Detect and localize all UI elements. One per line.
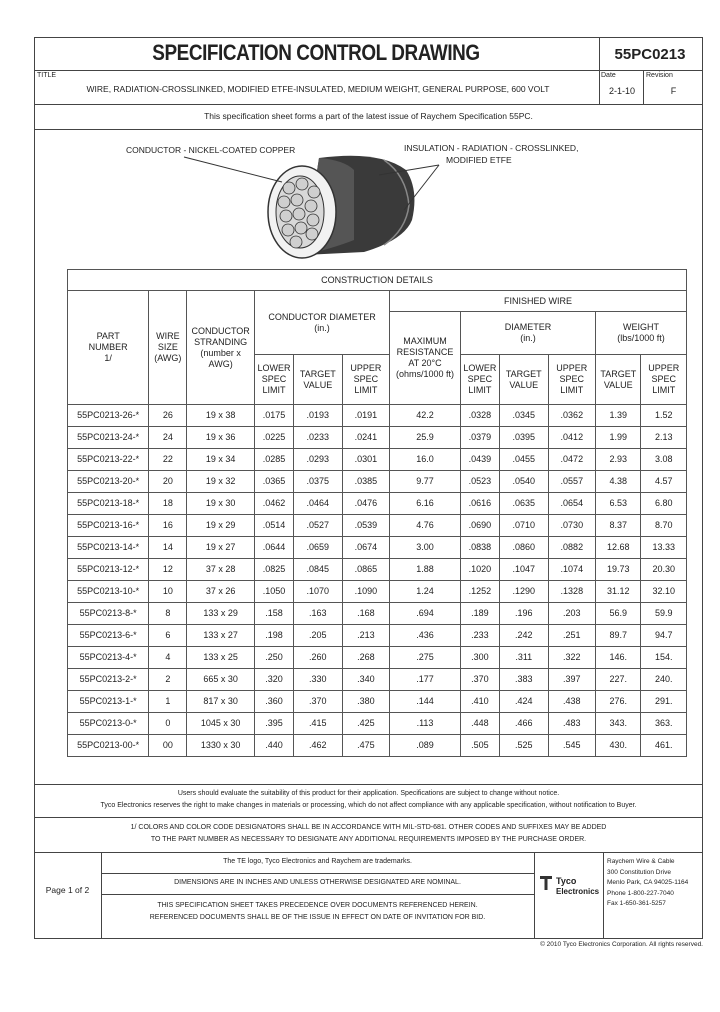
cell-d-upper: .0362 (548, 405, 596, 427)
cell-part-number: 55PC0213-1-* (68, 691, 149, 713)
cell-wire-size: 8 (149, 603, 187, 625)
col-stranding: CONDUCTOR STRANDING (number x AWG) (187, 291, 255, 405)
cell-cd-upper: .0301 (342, 449, 390, 471)
cell-w-target: 89.7 (596, 625, 641, 647)
logo-line-1: Tyco (556, 876, 577, 886)
cell-wire-size: 0 (149, 713, 187, 735)
cell-d-lower: .0523 (460, 471, 499, 493)
address-line: 300 Constitution Drive (607, 868, 671, 876)
table-body (68, 405, 687, 757)
cell-w-target: 8.37 (596, 515, 641, 537)
cell-cd-target: .0845 (294, 559, 343, 581)
cell-wire-size: 10 (149, 581, 187, 603)
col-max-resistance: MAXIMUM RESISTANCE AT 20°C (ohms/1000 ft) (390, 312, 461, 405)
cell-part-number: 55PC0213-4-* (68, 647, 149, 669)
cell-w-target: 1.99 (596, 427, 641, 449)
cell-max-resistance: .089 (390, 735, 461, 757)
cell-d-lower: .370 (460, 669, 499, 691)
cell-max-resistance: 25.9 (390, 427, 461, 449)
cell-cd-target: .330 (294, 669, 343, 691)
col-finished-wire: FINISHED WIRE (390, 291, 687, 312)
cell-w-target: 343. (596, 713, 641, 735)
cell-d-upper: .203 (548, 603, 596, 625)
cell-d-lower: .0328 (460, 405, 499, 427)
rule-description-bottom (34, 104, 703, 105)
cell-part-number: 55PC0213-12-* (68, 559, 149, 581)
tyco-mark-icon (540, 876, 552, 890)
cell-d-upper: .397 (548, 669, 596, 691)
cell-stranding: 19 x 29 (187, 515, 255, 537)
date-label: Date (601, 72, 616, 79)
cell-cd-upper: .168 (342, 603, 390, 625)
cell-cd-target: .0233 (294, 427, 343, 449)
table-row (68, 405, 687, 427)
cell-wire-size: 1 (149, 691, 187, 713)
cell-d-target: .1290 (499, 581, 548, 603)
cell-w-upper: 20.30 (641, 559, 687, 581)
cell-stranding: 19 x 30 (187, 493, 255, 515)
cell-cd-lower: .0825 (254, 559, 293, 581)
cell-cd-upper: .0865 (342, 559, 390, 581)
cell-cd-upper: .0476 (342, 493, 390, 515)
cell-d-target: .525 (499, 735, 548, 757)
document-title: SPECIFICATION CONTROL DRAWING (152, 40, 480, 65)
cell-cd-lower: .360 (254, 691, 293, 713)
cell-d-upper: .0557 (548, 471, 596, 493)
cell-w-target: 6.53 (596, 493, 641, 515)
col-d-lower: LOWER SPEC LIMIT (460, 355, 499, 405)
cell-d-target: .383 (499, 669, 548, 691)
cell-cd-lower: .0175 (254, 405, 293, 427)
cell-w-upper: 363. (641, 713, 687, 735)
cell-part-number: 55PC0213-00-* (68, 735, 149, 757)
address-line: Raychem Wire & Cable (607, 858, 675, 865)
cell-cd-upper: .0241 (342, 427, 390, 449)
col-part-number: PART NUMBER 1/ (68, 291, 149, 405)
conductor-label: CONDUCTOR - NICKEL-COATED COPPER (126, 145, 296, 155)
dimensions-note: DIMENSIONS ARE IN INCHES AND UNLESS OTHERWISE DESIGNATED ARE NOMINAL. (174, 879, 461, 886)
cell-part-number: 55PC0213-22-* (68, 449, 149, 471)
copyright: © 2010 Tyco Electronics Corporation. All rights reserved. (540, 941, 703, 948)
cell-cd-lower: .395 (254, 713, 293, 735)
table-row (68, 691, 687, 713)
cell-cd-upper: .425 (342, 713, 390, 735)
cell-stranding: 1330 x 30 (187, 735, 255, 757)
col-cd-upper: UPPER SPEC LIMIT (342, 355, 390, 405)
cell-max-resistance: .113 (390, 713, 461, 735)
cell-d-upper: .0412 (548, 427, 596, 449)
cell-w-upper: 291. (641, 691, 687, 713)
table-row (68, 735, 687, 757)
cell-d-target: .466 (499, 713, 548, 735)
cell-cd-upper: .0539 (342, 515, 390, 537)
cell-w-upper: 4.57 (641, 471, 687, 493)
table-row (68, 581, 687, 603)
cell-part-number: 55PC0213-6-* (68, 625, 149, 647)
revision-value: F (670, 86, 677, 96)
cell-wire-size: 26 (149, 405, 187, 427)
table-row (68, 515, 687, 537)
cell-w-upper: 8.70 (641, 515, 687, 537)
cell-w-target: 1.39 (596, 405, 641, 427)
footnote-line-1: 1/ COLORS AND COLOR CODE DESIGNATORS SHALL BE IN ACCORDANCE WITH MIL-STD-681. OTHER CODES AND SUFFIXES MAY BE ADDED (130, 824, 607, 831)
col-conductor-diameter: CONDUCTOR DIAMETER (in.) (254, 291, 389, 355)
cell-stranding: 19 x 34 (187, 449, 255, 471)
table-row (68, 559, 687, 581)
cell-part-number: 55PC0213-24-* (68, 427, 149, 449)
rule-footnote-top (34, 817, 703, 818)
cell-cd-target: .0375 (294, 471, 343, 493)
title-label: TITLE (37, 72, 57, 79)
cell-d-upper: .483 (548, 713, 596, 735)
cell-cd-upper: .475 (342, 735, 390, 757)
cell-part-number: 55PC0213-10-* (68, 581, 149, 603)
table-row (68, 537, 687, 559)
cell-d-lower: .233 (460, 625, 499, 647)
cell-d-upper: .251 (548, 625, 596, 647)
cell-d-target: .1047 (499, 559, 548, 581)
cell-stranding: 1045 x 30 (187, 713, 255, 735)
cell-part-number: 55PC0213-14-* (68, 537, 149, 559)
cell-max-resistance: .436 (390, 625, 461, 647)
cell-cd-lower: .0462 (254, 493, 293, 515)
cell-d-lower: .0379 (460, 427, 499, 449)
cell-wire-size: 18 (149, 493, 187, 515)
cell-cd-upper: .0191 (342, 405, 390, 427)
intro-statement: This specification sheet forms a part of the latest issue of Raychem Specification 55PC. (204, 111, 533, 121)
cell-w-upper: 3.08 (641, 449, 687, 471)
cell-stranding: 19 x 27 (187, 537, 255, 559)
cell-cd-upper: .0385 (342, 471, 390, 493)
cell-cd-lower: .440 (254, 735, 293, 757)
table-row (68, 427, 687, 449)
cell-max-resistance: 6.16 (390, 493, 461, 515)
cell-max-resistance: .177 (390, 669, 461, 691)
cell-d-target: .0710 (499, 515, 548, 537)
rule-title-bottom (34, 70, 703, 71)
cell-cd-lower: .250 (254, 647, 293, 669)
cell-w-upper: 13.33 (641, 537, 687, 559)
cell-d-target: .0860 (499, 537, 548, 559)
cell-stranding: 19 x 38 (187, 405, 255, 427)
cell-d-target: .0395 (499, 427, 548, 449)
col-cd-lower: LOWER SPEC LIMIT (254, 355, 293, 405)
cell-w-upper: 2.13 (641, 427, 687, 449)
cell-w-upper: 154. (641, 647, 687, 669)
cell-d-upper: .1074 (548, 559, 596, 581)
cell-cd-target: .205 (294, 625, 343, 647)
cell-d-upper: .0882 (548, 537, 596, 559)
cell-wire-size: 12 (149, 559, 187, 581)
cell-cd-lower: .0644 (254, 537, 293, 559)
cell-d-target: .0635 (499, 493, 548, 515)
cell-d-lower: .0838 (460, 537, 499, 559)
cell-d-target: .242 (499, 625, 548, 647)
cell-max-resistance: .694 (390, 603, 461, 625)
cell-cd-upper: .213 (342, 625, 390, 647)
conductor-leader (184, 157, 282, 182)
cell-wire-size: 20 (149, 471, 187, 493)
cell-wire-size: 16 (149, 515, 187, 537)
construction-table (67, 269, 687, 757)
table-row (68, 449, 687, 471)
cell-w-upper: 240. (641, 669, 687, 691)
col-d-target: TARGET VALUE (499, 355, 548, 405)
cell-max-resistance: .144 (390, 691, 461, 713)
col-cd-target: TARGET VALUE (294, 355, 343, 405)
cell-d-target: .0455 (499, 449, 548, 471)
cell-cd-target: .370 (294, 691, 343, 713)
cell-cd-target: .260 (294, 647, 343, 669)
cell-cd-lower: .0225 (254, 427, 293, 449)
cell-d-target: .311 (499, 647, 548, 669)
cell-d-upper: .1328 (548, 581, 596, 603)
cell-d-lower: .0439 (460, 449, 499, 471)
rule-logo-divider (534, 852, 535, 939)
address-block (607, 857, 688, 910)
col-weight: WEIGHT (lbs/1000 ft) (596, 312, 687, 355)
cell-cd-target: .415 (294, 713, 343, 735)
cell-stranding: 817 x 30 (187, 691, 255, 713)
cell-w-target: 430. (596, 735, 641, 757)
cell-max-resistance: .275 (390, 647, 461, 669)
cell-cd-upper: .0674 (342, 537, 390, 559)
cell-stranding: 19 x 32 (187, 471, 255, 493)
cell-part-number: 55PC0213-2-* (68, 669, 149, 691)
rule-notes-top (34, 784, 703, 785)
cell-cd-upper: .268 (342, 647, 390, 669)
address-line: Phone 1-800-227-7040 (607, 889, 674, 897)
cell-stranding: 37 x 28 (187, 559, 255, 581)
cell-max-resistance: 16.0 (390, 449, 461, 471)
cell-cd-target: .1070 (294, 581, 343, 603)
document-number: 55PC0213 (614, 46, 686, 63)
cell-d-upper: .545 (548, 735, 596, 757)
cell-w-upper: 32.10 (641, 581, 687, 603)
cell-d-lower: .300 (460, 647, 499, 669)
table-row (68, 669, 687, 691)
cell-cd-target: .0193 (294, 405, 343, 427)
cell-w-target: 276. (596, 691, 641, 713)
cell-w-upper: 59.9 (641, 603, 687, 625)
cell-part-number: 55PC0213-8-* (68, 603, 149, 625)
cell-d-target: .196 (499, 603, 548, 625)
address-line: Fax 1-650-361-5257 (607, 900, 666, 907)
cell-wire-size: 14 (149, 537, 187, 559)
cell-stranding: 37 x 26 (187, 581, 255, 603)
cell-w-upper: 1.52 (641, 405, 687, 427)
cell-d-lower: .448 (460, 713, 499, 735)
logo-line-2: Electronics (556, 887, 600, 896)
cell-part-number: 55PC0213-0-* (68, 713, 149, 735)
col-wire-size: WIRE SIZE (AWG) (149, 291, 187, 405)
table-row (68, 603, 687, 625)
cell-d-upper: .0472 (548, 449, 596, 471)
cell-w-target: 227. (596, 669, 641, 691)
address-line: Menlo Park, CA 94025-1164 (607, 879, 689, 886)
cell-max-resistance: 4.76 (390, 515, 461, 537)
cell-max-resistance: 9.77 (390, 471, 461, 493)
cell-wire-size: 22 (149, 449, 187, 471)
col-w-upper: UPPER SPEC LIMIT (641, 355, 687, 405)
cell-max-resistance: 1.24 (390, 581, 461, 603)
table-title: CONSTRUCTION DETAILS (68, 270, 687, 291)
footnote-line-2: TO THE PART NUMBER AS NECESSARY TO DESIGNATE ANY ADDITIONAL REQUIREMENTS IMPOSED BY THE PURCHASE ORDER. (150, 836, 587, 843)
rule-footer-row2 (101, 894, 534, 895)
cell-cd-upper: .380 (342, 691, 390, 713)
cell-stranding: 665 x 30 (187, 669, 255, 691)
cell-w-upper: 6.80 (641, 493, 687, 515)
cell-wire-size: 6 (149, 625, 187, 647)
cell-part-number: 55PC0213-26-* (68, 405, 149, 427)
cell-cd-target: .0527 (294, 515, 343, 537)
cell-d-upper: .438 (548, 691, 596, 713)
cell-w-target: 2.93 (596, 449, 641, 471)
cell-cd-lower: .0514 (254, 515, 293, 537)
cell-d-target: .424 (499, 691, 548, 713)
cell-cd-lower: .0365 (254, 471, 293, 493)
cell-wire-size: 4 (149, 647, 187, 669)
rule-footer-row1 (101, 873, 534, 874)
cell-w-upper: 461. (641, 735, 687, 757)
cell-stranding: 133 x 29 (187, 603, 255, 625)
cell-cd-lower: .1050 (254, 581, 293, 603)
col-w-target: TARGET VALUE (596, 355, 641, 405)
notes-line-2: Tyco Electronics reserves the right to make changes in materials or processing, which do not affect compliance with any applicable specification, without notification to Buyer. (100, 802, 637, 809)
col-d-upper: UPPER SPEC LIMIT (548, 355, 596, 405)
table-row (68, 647, 687, 669)
cell-cd-target: .0293 (294, 449, 343, 471)
table-row (68, 713, 687, 735)
cell-w-target: 12.68 (596, 537, 641, 559)
date-value: 2-1-10 (608, 86, 635, 96)
cell-part-number: 55PC0213-20-* (68, 471, 149, 493)
cell-d-upper: .322 (548, 647, 596, 669)
cell-stranding: 133 x 25 (187, 647, 255, 669)
cell-cd-lower: .320 (254, 669, 293, 691)
cell-d-upper: .0730 (548, 515, 596, 537)
cell-d-lower: .1020 (460, 559, 499, 581)
cell-cd-target: .163 (294, 603, 343, 625)
cell-w-upper: 94.7 (641, 625, 687, 647)
cell-d-lower: .410 (460, 691, 499, 713)
cell-max-resistance: 1.88 (390, 559, 461, 581)
cell-d-lower: .1252 (460, 581, 499, 603)
cell-w-target: 19.73 (596, 559, 641, 581)
cell-wire-size: 24 (149, 427, 187, 449)
cell-stranding: 19 x 36 (187, 427, 255, 449)
cell-cd-upper: .1090 (342, 581, 390, 603)
precedence-note-2: REFERENCED DOCUMENTS SHALL BE OF THE ISSUE IN EFFECT ON DATE OF INVITATION FOR BID. (149, 914, 486, 921)
table-row (68, 493, 687, 515)
cell-cd-target: .0464 (294, 493, 343, 515)
cell-d-upper: .0654 (548, 493, 596, 515)
cell-cd-lower: .198 (254, 625, 293, 647)
page-number: Page 1 of 2 (45, 885, 90, 895)
cell-cd-target: .0659 (294, 537, 343, 559)
cell-w-target: 146. (596, 647, 641, 669)
cell-cd-lower: .0285 (254, 449, 293, 471)
cell-part-number: 55PC0213-18-* (68, 493, 149, 515)
insulation-label-1: INSULATION - RADIATION - CROSSLINKED, (404, 143, 579, 153)
table-row (68, 471, 687, 493)
col-diameter: DIAMETER (in.) (460, 312, 595, 355)
trademark-note: The TE logo, Tyco Electronics and Raychem are trademarks. (223, 858, 412, 865)
cell-w-target: 31.12 (596, 581, 641, 603)
wire-description: WIRE, RADIATION-CROSSLINKED, MODIFIED ETFE-INSULATED, MEDIUM WEIGHT, GENERAL PURPOSE, 600 VOLT (86, 84, 550, 94)
cell-w-target: 4.38 (596, 471, 641, 493)
rule-date-revision-divider (643, 70, 644, 104)
revision-label: Revision (646, 72, 673, 79)
cell-cd-upper: .340 (342, 669, 390, 691)
cell-cd-target: .462 (294, 735, 343, 757)
rule-address-divider (603, 852, 604, 939)
insulation-label-2: MODIFIED ETFE (446, 155, 512, 165)
cell-part-number: 55PC0213-16-* (68, 515, 149, 537)
cell-wire-size: 00 (149, 735, 187, 757)
rule-page-divider (101, 852, 102, 939)
cell-cd-lower: .158 (254, 603, 293, 625)
cell-max-resistance: 42.2 (390, 405, 461, 427)
precedence-note-1: THIS SPECIFICATION SHEET TAKES PRECEDENCE OVER DOCUMENTS REFERENCED HEREIN. (157, 902, 478, 909)
cell-stranding: 133 x 27 (187, 625, 255, 647)
table-row (68, 625, 687, 647)
notes-line-1: Users should evaluate the suitability of this product for their application. Specifications are subject to change without notice. (177, 790, 560, 797)
cell-d-lower: .0616 (460, 493, 499, 515)
cell-d-target: .0345 (499, 405, 548, 427)
cell-max-resistance: 3.00 (390, 537, 461, 559)
cell-d-target: .0540 (499, 471, 548, 493)
cell-wire-size: 2 (149, 669, 187, 691)
cell-w-target: 56.9 (596, 603, 641, 625)
cell-d-lower: .505 (460, 735, 499, 757)
cell-d-lower: .189 (460, 603, 499, 625)
cell-d-lower: .0690 (460, 515, 499, 537)
